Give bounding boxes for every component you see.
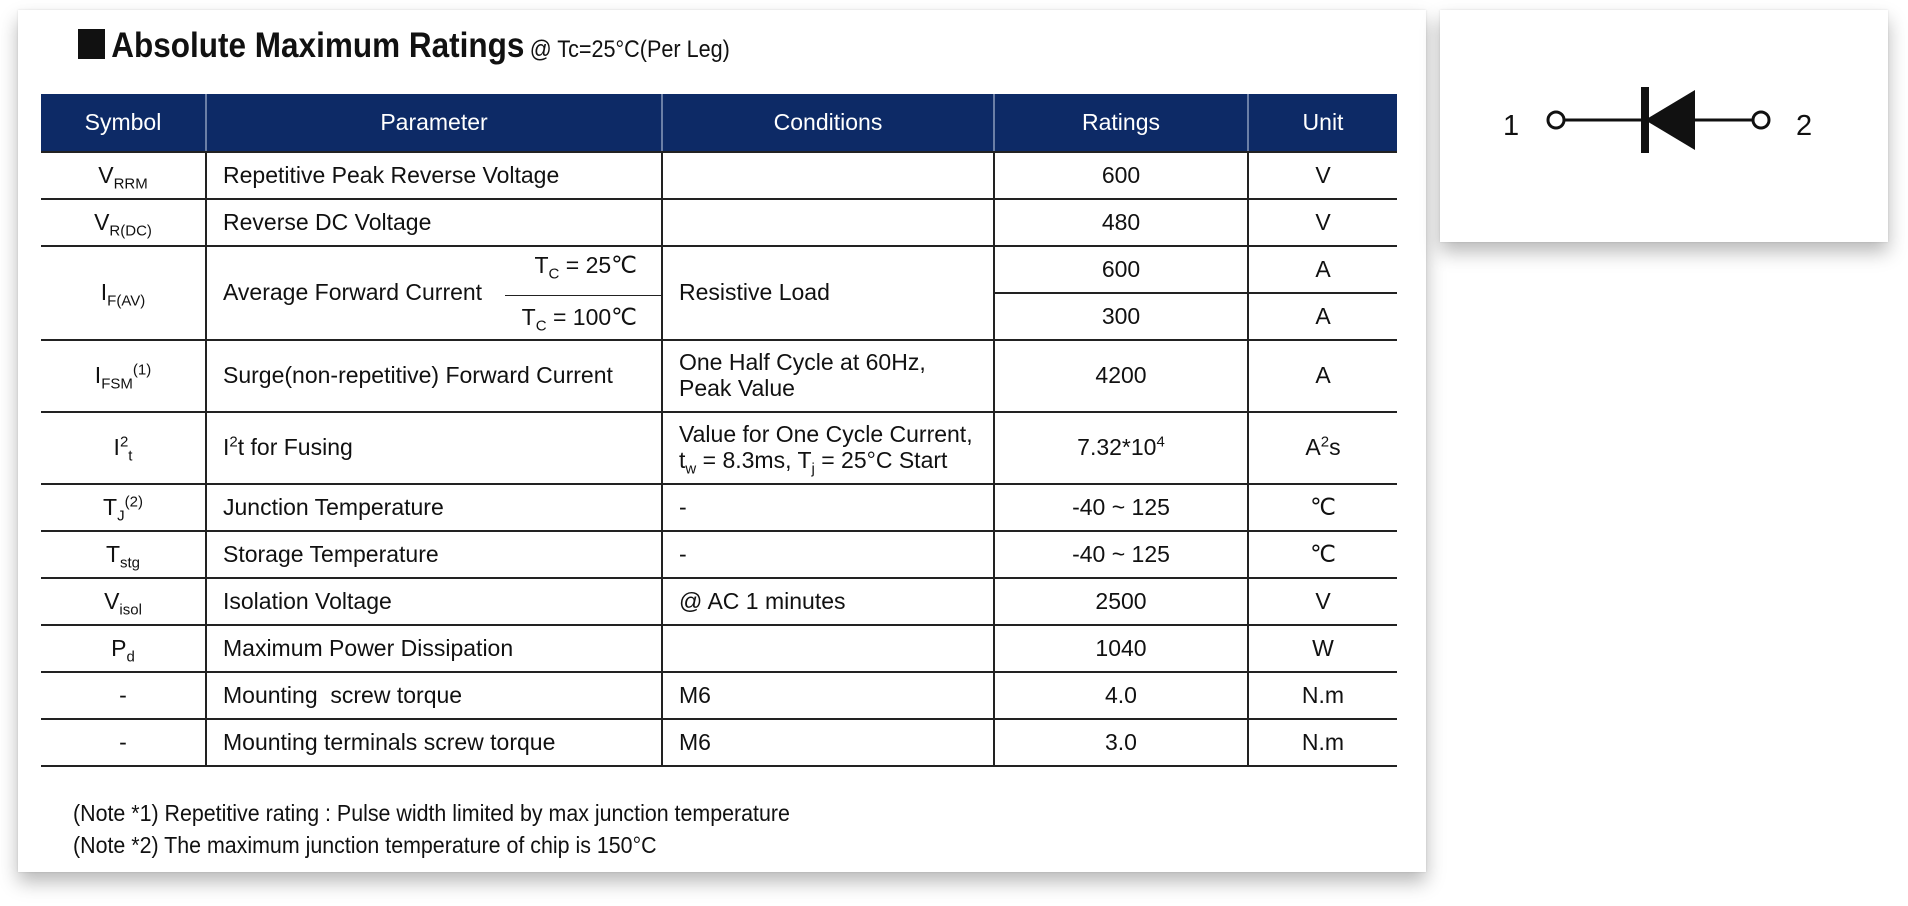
conditions-cell: One Half Cycle at 60Hz, Peak Value [662,340,994,412]
conditions-cell: M6 [662,719,994,766]
rating-cell: 480 [994,199,1248,246]
unit-cell: A [1248,246,1397,293]
terminal-2-circle [1753,112,1769,128]
rating-cell: 300 [994,293,1248,340]
note-2: (Note *2) The maximum junction temperature of chip is 150°C [73,832,657,858]
parameter-cell [206,246,662,340]
table-row [41,199,1397,246]
parameter-text: Average Forward Current [223,279,483,306]
table-row [41,412,1397,484]
unit-cell: $A^2s$ [1248,412,1397,484]
parameter-cell: $I^2t$ for Fusing [206,412,662,484]
notes [73,797,790,861]
section-title-condition: @ Tc=25°C(Per Leg) [529,36,730,63]
conditions-cell: Resistive Load [662,246,994,340]
parameter-cell: Maximum Power Dissipation [206,625,662,672]
conditions-cell [662,199,994,246]
unit-cell: N.m [1248,719,1397,766]
rating-cell: 600 [994,246,1248,293]
unit-cell: A [1248,293,1397,340]
table-row [41,152,1397,199]
table-row [41,531,1397,578]
conditions-cell [662,152,994,199]
rating-cell: 3.0 [994,719,1248,766]
diagram-panel [1440,10,1888,242]
ratings-panel [18,10,1426,872]
parameter-cell: Isolation Voltage [206,578,662,625]
parameter-cell: Mounting screw torque [206,672,662,719]
conditions-cell: M6 [662,672,994,719]
symbol-cell: - [41,719,206,766]
symbol-cell: $T_J^{(2)}$ [41,484,206,531]
rating-cell: 1040 [994,625,1248,672]
parameter-cell: Storage Temperature [206,531,662,578]
conditions-cell: @ AC 1 minutes [662,578,994,625]
table-row [41,340,1397,412]
pin-2-label: 2 [1796,110,1813,142]
symbol-cell: $I^2_t$ [41,412,206,484]
unit-cell: N.m [1248,672,1397,719]
unit-cell: V [1248,199,1397,246]
unit-cell: ℃ [1248,484,1397,531]
parameter-cell: Repetitive Peak Reverse Voltage [206,152,662,199]
unit-cell: ℃ [1248,531,1397,578]
tc-divider [505,295,661,296]
symbol-cell: $I_{F(AV)}$ [41,246,206,340]
symbol-cell: $V_{R(DC)}$ [41,199,206,246]
rating-cell: 4200 [994,340,1248,412]
table-row [41,625,1397,672]
symbol-cell: - [41,672,206,719]
header-unit: Unit [1248,94,1397,152]
table-row [41,484,1397,531]
header-ratings: Ratings [994,94,1248,152]
table-row [41,719,1397,766]
header-conditions: Conditions [662,94,994,152]
parameter-cell: Surge(non-repetitive) Forward Current [206,340,662,412]
table-row [41,246,1397,293]
symbol-cell: $V_{RRM}$ [41,152,206,199]
table-row [41,578,1397,625]
rating-cell: $7.32*10^4$ [994,412,1248,484]
rating-cell: -40 ~ 125 [994,484,1248,531]
pin-1-label: 1 [1503,110,1520,142]
table-row [41,672,1397,719]
unit-cell: V [1248,152,1397,199]
symbol-cell: $V_{isol}$ [41,578,206,625]
rating-cell: 600 [994,152,1248,199]
parameter-cell: Reverse DC Voltage [206,199,662,246]
header-symbol: Symbol [41,94,206,152]
ratings-table [41,94,1397,767]
parameter-cell: Junction Temperature [206,484,662,531]
unit-cell: A [1248,340,1397,412]
section-title-text: Absolute Maximum Ratings [111,26,525,65]
terminal-1-circle [1548,112,1564,128]
tc-condition-100: $T_C$ = 100℃ [521,304,637,335]
anode-triangle [1645,90,1695,150]
rating-cell: 4.0 [994,672,1248,719]
conditions-cell: - [662,531,994,578]
symbol-cell: $P_d$ [41,625,206,672]
unit-cell: V [1248,578,1397,625]
conditions-cell: Value for One Cycle Current, $t_w = 8.3ms$, $T_j = 25^\circ C$ Start [662,412,994,484]
table-header-row [41,94,1397,152]
rating-cell: -40 ~ 125 [994,531,1248,578]
parameter-cell: Mounting terminals screw torque [206,719,662,766]
symbol-cell: $I_{FSM}^{(1)}$ [41,340,206,412]
black-square-icon [78,29,105,59]
section-title [78,26,730,66]
tc-condition-25: $T_C$ = 25℃ [534,252,637,283]
conditions-cell: - [662,484,994,531]
header-parameter: Parameter [206,94,662,152]
symbol-cell: $T_{stg}$ [41,531,206,578]
rating-cell: 2500 [994,578,1248,625]
conditions-cell [662,625,994,672]
note-1: (Note *1) Repetitive rating : Pulse width limited by max junction temperature [73,800,790,826]
unit-cell: W [1248,625,1397,672]
diode-symbol-icon [1440,10,1888,242]
